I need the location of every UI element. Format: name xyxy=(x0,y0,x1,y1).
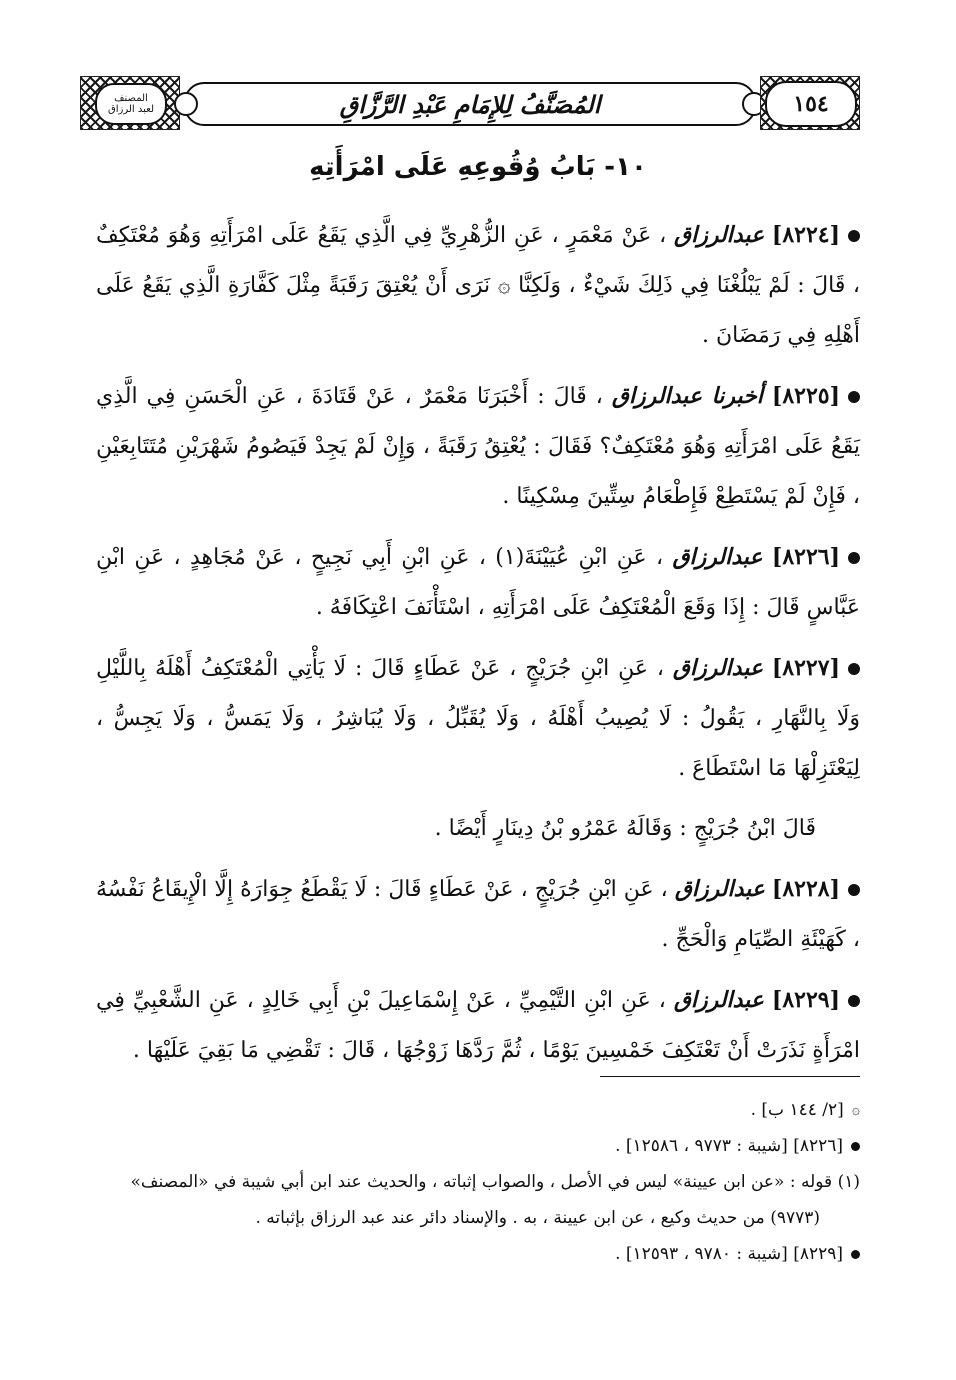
hadith-continuation: قَالَ ابْنُ جُرَيْجٍ : وَقَالَهُ عَمْرُو بْنُ دِينَارٍ أَيْضًا . xyxy=(434,816,816,841)
page-number: ١٥٤ xyxy=(765,81,857,127)
hadith-entry xyxy=(96,643,860,794)
hadith-text: ، عَنِ ابْنِ التَّيْمِيِّ ، عَنْ إِسْمَاعِيلَ بْنِ أَبِي خَالِدٍ ، عَنِ الشَّعْبِيِّ فِي امْرَأَةٍ نَذَرَتْ أَنْ تَعْتَكِفَ خَمْسِينَ يَوْمًا ، ثُمَّ رَدَّهَا زَوْجُهَا ، قَالَ : تَقْضِي مَا بَقِيَ عَلَيْهَا . xyxy=(96,988,860,1063)
hadith-number: [٨٢٢٤] xyxy=(771,222,840,248)
hadith-text: ، عَنِ ابْنِ جُرَيْجٍ ، عَنْ عَطَاءٍ قَالَ : لَا يَأْتِي الْمُعْتَكِفُ أَهْلَهُ بِاللَّيْلِ وَلَا بِالنَّهَارِ ، يَقُولُ : لَا يُصِيبُ أَهْلَهُ ، وَلَا يُقَبِّلُ ، وَلَا يُبَاشِرُ ، وَلَا يَمَسُّ ، وَلَا يَجِسُّ ، لِيَعْتَزِلْهَا مَا اسْتَطَاعَ . xyxy=(96,656,860,781)
hadith-author: عبدالرزاق xyxy=(672,655,763,681)
hadith-entry xyxy=(96,532,860,633)
bullet-icon xyxy=(848,552,860,564)
bullet-icon xyxy=(848,884,860,896)
source-ref-text: [٨٢٢٦] [شيبة : ٩٧٧٣ ، ١٢٥٨٦] . xyxy=(615,1136,843,1156)
folio-text: [٢/ ١٤٤ ب] . xyxy=(750,1100,844,1120)
hadith-author: عبدالرزاق xyxy=(674,876,765,902)
bullet-icon xyxy=(851,1250,860,1259)
page-header xyxy=(80,76,860,128)
hadith-number: [٨٢٢٨] xyxy=(771,876,841,902)
hadith-text: ، عَنِ ابْنِ عُيَيْنَةَ(١) ، عَنِ ابْنِ أَبِي نَجِيحٍ ، عَنْ مُجَاهِدٍ ، عَنِ ابْنِ عَبَّاسٍ قَالَ : إِذَا وَقَعَ الْمُعْتَكِفُ عَلَى امْرَأَتِهِ ، اسْتَأْنَفَ اعْتِكَافَهُ . xyxy=(96,545,860,620)
running-title: المُصَنَّفُ لِلإِمَامِ عَبْدِ الرَّزَّاقِ xyxy=(339,89,601,119)
hadith-entry xyxy=(96,975,860,1076)
source-ref-text: [٨٢٢٩] [شيبة : ٩٧٨٠ ، ١٢٥٩٣] . xyxy=(615,1244,843,1264)
hadith-text: ، عَنْ مَعْمَرٍ ، عَنِ الزُّهْرِيِّ فِي الَّذِي يَقَعُ عَلَى امْرَأَتِهِ وَهُوَ مُعْتَكِفٌ ، قَالَ : لَمْ يَبْلُغْنَا فِي ذَلِكَ شَيْءٌ ، وَلَكِنَّا ۞ نَرَى أَنْ يُعْتِقَ رَقَبَةً مِثْلَ كَفَّارَةِ الَّذِي يَقَعُ عَلَى أَهْلِهِ فِي رَمَضَانَ . xyxy=(96,223,860,348)
hadith-number: [٨٢٢٧] xyxy=(771,655,840,681)
hadith-number: [٨٢٢٩] xyxy=(771,987,840,1013)
main-text xyxy=(96,210,860,1086)
footnote-1-continued: (٩٧٧٣) من حديث وكيع ، عن ابن عيينة ، به . والإسناد دائر عند عبد الرزاق بإثباته . xyxy=(255,1208,820,1228)
hadith-author: عبدالرزاق xyxy=(672,544,763,570)
book-seal-logo: المصنف لعبد الرزاق xyxy=(95,83,167,125)
hadith-number: [٨٢٢٥] xyxy=(771,383,840,409)
bullet-icon xyxy=(851,1142,860,1151)
bullet-icon xyxy=(848,391,860,403)
bullet-icon xyxy=(848,230,860,242)
bullet-icon xyxy=(848,995,860,1007)
hadith-entry xyxy=(96,864,860,965)
hadith-text: ، عَنِ ابْنِ جُرَيْجٍ ، عَنْ عَطَاءٍ قَالَ : لَا يَقْطَعُ جِوَارَهُ إِلَّا الْإِيقَاعُ نَفْسُهُ ، كَهَيْئَةِ الصِّيَامِ وَالْحَجِّ . xyxy=(96,877,860,952)
footnote-1: (١) قوله : «عن ابن عيينة» ليس في الأصل ، والصواب إثباته ، والحديث عند ابن أبي شيبة في «المصنف» xyxy=(130,1172,860,1192)
hadith-entry xyxy=(96,371,860,522)
running-title-band xyxy=(184,82,756,126)
folio-note xyxy=(96,1092,860,1128)
chapter-title: ١٠- بَابُ وُقُوعِهِ عَلَى امْرَأَتِهِ xyxy=(309,152,647,182)
hadith-author: عبدالرزاق xyxy=(673,987,764,1013)
source-ref xyxy=(96,1128,860,1164)
folio-marker-icon: ۞ xyxy=(851,1102,860,1118)
hadith-entry xyxy=(96,210,860,361)
hadith-number: [٨٢٢٦] xyxy=(771,544,841,570)
hadith-text: ، قَالَ : أَخْبَرَنَا مَعْمَرٌ ، عَنْ قَتَادَةَ ، عَنِ الْحَسَنِ فِي الَّذِي يَقَعُ عَلَى امْرَأَتِهِ وَهُوَ مُعْتَكِفٌ؟ فَقَالَ : يُعْتِقُ رَقَبَةً ، وَإِنْ لَمْ يَجِدْ فَيَصُومُ شَهْرَيْنِ مُتَتَابِعَيْنِ ، فَإِنْ لَمْ يَسْتَطِعْ فَإِطْعَامُ سِتِّينَ مِسْكِينًا . xyxy=(96,384,860,509)
hadith-author: أخبرنا عبدالرزاق xyxy=(611,383,763,409)
hadith-author: عبدالرزاق xyxy=(674,222,765,248)
footnotes xyxy=(96,1092,860,1272)
header-ornament-left xyxy=(80,76,180,130)
source-ref xyxy=(96,1236,860,1272)
header-ornament-right xyxy=(760,76,860,130)
footnote-divider xyxy=(600,1076,860,1077)
bullet-icon xyxy=(848,663,860,675)
